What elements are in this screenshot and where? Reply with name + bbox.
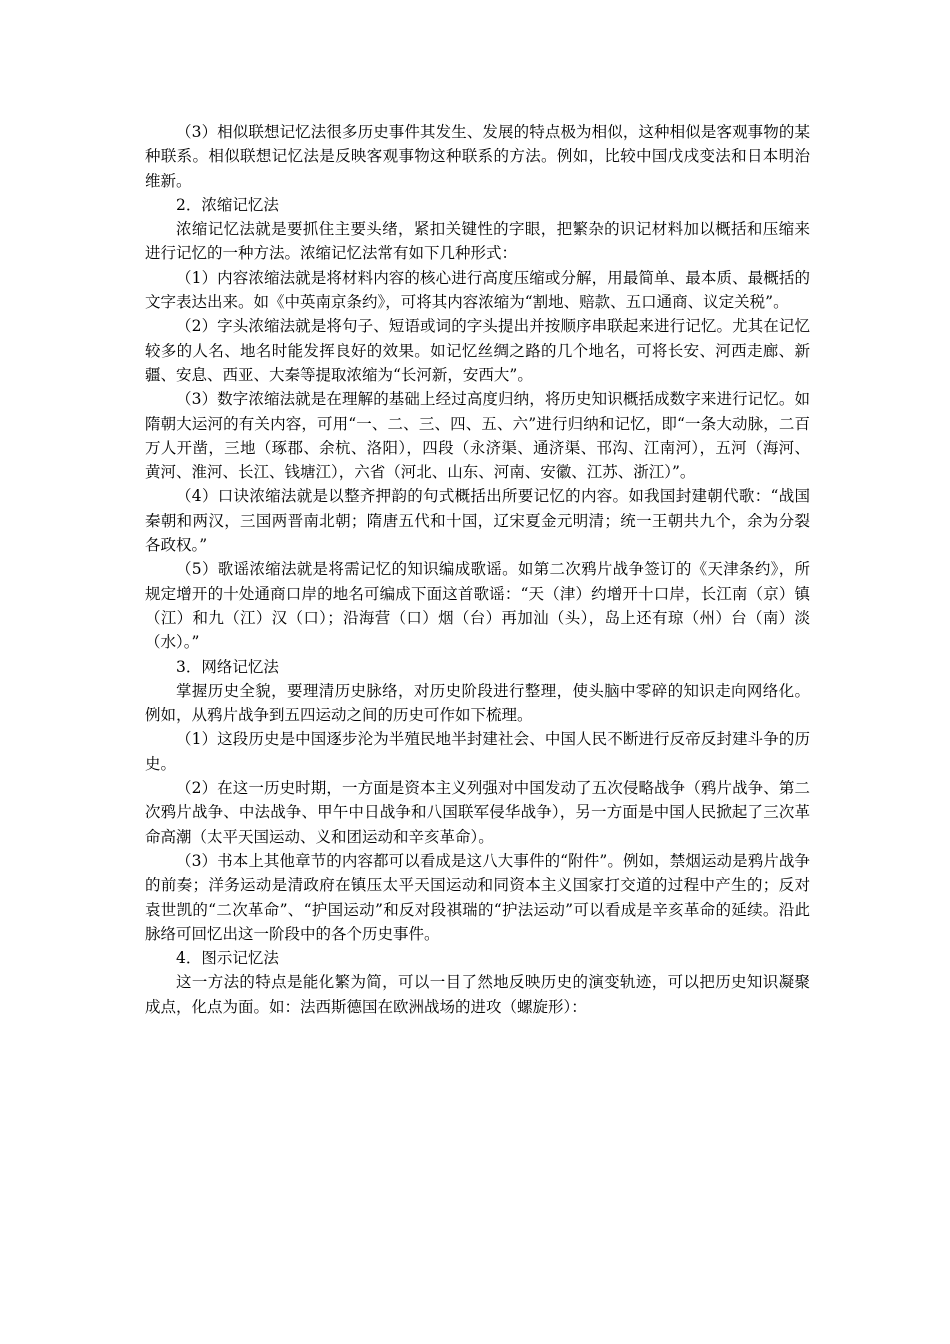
paragraph-initial-condensing: （2）字头浓缩法就是将句子、短语或词的字头提出并按顺序串联起来进行记忆。尤其在记忆较多的人名、地名时能发挥良好的效果。如记忆丝绸之路的几个地名，可将长安、河西走廊、新疆、安息、西亚、大秦等提取浓缩为“长河新，安西大”。 — [145, 317, 810, 384]
heading-diagram-memory: 4．图示记忆法 — [176, 949, 279, 968]
paragraph-rhyme-condensing: （4）口诀浓缩法就是以整齐押韵的句式概括出所要记忆的内容。如我国封建朝代歌：“战国秦朝和两汉，三国两晋南北朝；隋唐五代和十国，辽宋夏金元明清；统一王朝共九个，余为分裂各政权。” — [145, 487, 810, 555]
paragraph-song-condensing: （5）歌谣浓缩法就是将需记忆的知识编成歌谣。如第二次鸦片战争签订的《天津条约》，所规定增开的十处通商口岸的地名可编成下面这首歌谣：“天（津）约增开十口岸，长江南（京）镇（江）和九（江）汉（口）；沿海营（口）烟（台）再加汕（头），岛上还有琼（州）台（南）淡（水）。” — [145, 560, 810, 652]
paragraph-network-intro: 掌握历史全貌，要理清历史脉络，对历史阶段进行整理，使头脑中零碎的知识走向网络化。例如，从鸦片战争到五四运动之间的历史可作如下梳理。 — [145, 681, 810, 725]
paragraph-diagram-intro: 这一方法的特点是能化繁为简，可以一目了然地反映历史的演变轨迹，可以把历史知识凝聚成点，化点为面。如：法西斯德国在欧洲战场的进攻（螺旋形）： — [145, 973, 810, 1016]
paragraph-network-point-1: （1）这段历史是中国逐步沦为半殖民地半封建社会、中国人民不断进行反帝反封建斗争的历史。 — [145, 730, 810, 773]
document-page — [145, 120, 810, 1019]
paragraph-network-point-3: （3）书本上其他章节的内容都可以看成是这八大事件的“附件”。例如，禁烟运动是鸦片战争的前奏；洋务运动是清政府在镇压太平天国运动和同资本主义国家打交道的过程中产生的；反对袁世凯的“二次革命”、“护国运动”和反对段祺瑞的“护法运动”可以看成是辛亥革命的延续。沿此脉络可回忆出这一阶段中的各个历史事件。 — [145, 851, 810, 943]
heading-network-memory: 3．网络记忆法 — [176, 657, 279, 676]
paragraph-network-point-2: （2）在这一历史时期，一方面是资本主义列强对中国发动了五次侵略战争（鸦片战争、第二次鸦片战争、中法战争、甲午中日战争和八国联军侵华战争），另一方面是中国人民掀起了三次革命高潮（太平天国运动、义和团运动和辛亥革命）。 — [145, 779, 810, 846]
heading-condensed-memory: 2．浓缩记忆法 — [176, 195, 279, 214]
paragraph-content-condensing: （1）内容浓缩法就是将材料内容的核心进行高度压缩或分解，用最简单、最本质、最概括的文字表达出来。如《中英南京条约》，可将其内容浓缩为“割地、赔款、五口通商、议定关税”。 — [145, 268, 810, 312]
paragraph-similar-association: （3）相似联想记忆法很多历史事件其发生、发展的特点极为相似，这种相似是客观事物的某种联系。相似联想记忆法是反映客观事物这种联系的方法。例如，比较中国戊戌变法和日本明治维新。 — [145, 123, 810, 190]
paragraph-condensed-intro: 浓缩记忆法就是要抓住主要头绪，紧扣关键性的字眼，把繁杂的识记材料加以概括和压缩来进行记忆的一种方法。浓缩记忆法常有如下几种形式： — [145, 220, 810, 263]
paragraph-number-condensing: （3）数字浓缩法就是在理解的基础上经过高度归纳，将历史知识概括成数字来进行记忆。如隋朝大运河的有关内容，可用“一、二、三、四、五、六”进行归纳和记忆，即“一条大动脉，二百万人开凿，三地（琢郡、余杭、洛阳），四段（永济渠、通济渠、邗沟、江南河），五河（海河、黄河、淮河、长江、钱塘江），六省（河北、山东、河南、安徽、江苏、浙江）”。 — [145, 390, 810, 482]
